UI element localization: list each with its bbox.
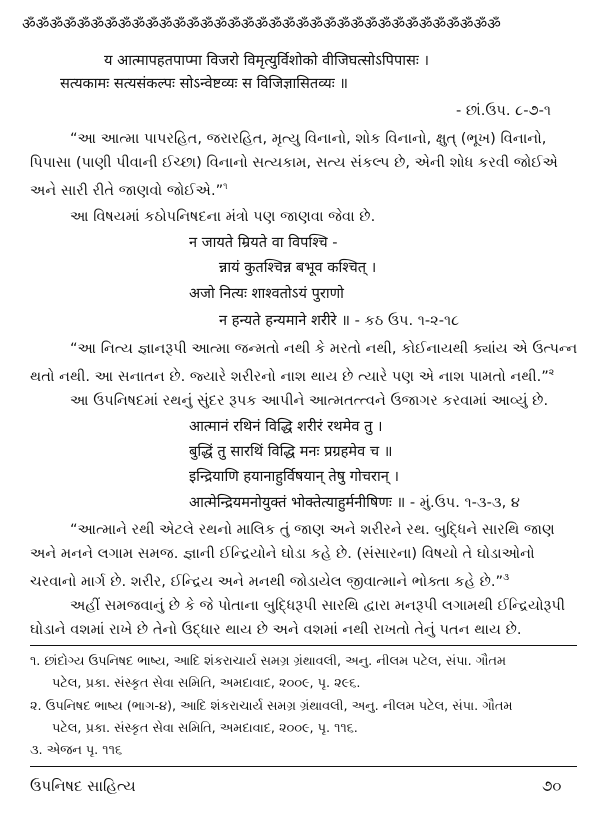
paragraph-6-line-2: ઘોડાને વશમાં રાખે છે તેનો ઉદ્ધાર થાય છે અને વશમાં નથી રાખતો તેનું પતન થાય છે. <box>30 621 522 638</box>
verse-1-line-1: न जायते म्रियते वा विपश्चि - <box>189 234 338 251</box>
verse-2-line-3: इन्द्रियाणि हयानाहुर्विषयान् तेषु गोचरान् । <box>189 468 400 485</box>
paragraph-5-line-2: અને મનને લગામ સમજ. જ્ઞાની ઈન્દ્રિયોને ઘોડા કહે છે. (સંસારના) વિષયો તે ઘોડાઓનો <box>30 545 535 562</box>
paragraph-5-line-3-text: ચરવાનો માર્ગ છે. શરીર, ઈન્દ્રિય અને મનથી જોડાયેલ જીવાત્માને ભોક્તા કહે છે.” <box>30 572 504 590</box>
page-number: ૭૦ <box>542 777 562 795</box>
footnote-2-line-2: પટેલ, પ્રકા. સંસ્કૃત સેવા સમિતિ, અમદાવાદ, ૨૦૦૯, પૃ. ૧૧૬. <box>52 721 358 736</box>
paragraph-4: આ ઉપનિષદમાં રથનું સુંદર રૂપક આપીને આત્મતત્ત્વને ઉજાગર કરવામાં આવ્યું છે. <box>70 392 549 409</box>
sanskrit-line-2: सत्यकामः सत्यसंकल्पः सोऽन्वेष्टव्यः स विजिज्ञासितव्यः ॥ <box>60 75 349 92</box>
verse-2-line-1: आत्मानं रथिनं विद्धि शरीरं रथमेव तु । <box>189 418 383 435</box>
paragraph-2: આ વિષયમાં કઠોપનિષદના મંત્રો પણ જાણવા જેવા છે. <box>70 208 376 225</box>
verse-1-line-3: अजो नित्यः शाश्वतोऽयं पुराणो <box>189 285 344 302</box>
book-title: ઉપનિષદ સાહિત્ય <box>30 777 136 795</box>
paragraph-1-line-2: પિપાસા (પાણી પીવાની ઈચ્છા) વિનાનો સત્યકામ, સત્ય સંકલ્પ છે, એની શોધ કરવી જોઈએ <box>30 154 558 171</box>
footnote-1-line-1: ૧. છાંદોગ્ય ઉપનિષદ ભાષ્ય, આદિ શંકરાચાર્ય સમગ્ર ગ્રંથાવલી, અનુ. નીલમ પટેલ, સંપા. ગૌતમ <box>30 654 506 669</box>
paragraph-1-line-1: “આ આત્મા પાપરહિત, જરારહિત, મૃત્યુ વિનાનો, શોક વિનાનો, ક્ષુત્ (ભૂખ) વિનાનો, <box>70 130 547 147</box>
paragraph-3-line-1: “આ નિત્ય જ્ઞાનરૂપી આત્મા જન્મતો નથી કે મરતો નથી, કોઈનાયથી ક્યાંય એ ઉત્પન્ન <box>70 340 578 357</box>
footnote-1-line-2: પટેલ, પ્રકા. સંસ્કૃત સેવા સમિતિ, અમદાવાદ, ૨૦૦૯, પૃ. ૨૯૬. <box>52 676 361 691</box>
footnote-2-line-1: ૨. ઉપનિષદ ભાષ્ય (ભાગ-૪), આદિ શંકરાચાર્ય સમગ્ર ગ્રંથાવલી, અનુ. નીલમ પટેલ, સંપા. ગૌતમ <box>30 699 513 714</box>
verse-1-line-2: न्नायं कुतश्चिन्न बभूव कश्चित् । <box>219 259 377 276</box>
paragraph-6-line-1: અહીં સમજવાનું છે કે જે પોતાના બુદ્ધિરૂપી સારથિ દ્વારા મનરૂપી લગામથી ઈન્દ્રિયોરૂપી <box>70 597 566 614</box>
sanskrit-line-1: य आत्मापहतपाप्मा विजरो विमृत्युर्विशोको वीजिघत्सोऽपिपासः । <box>104 52 430 69</box>
paragraph-1-line-3 <box>30 176 228 202</box>
footnote-3: ૩. એજન પૃ. ૧૧૬ <box>30 743 123 758</box>
footnote-ref-3: ૩ <box>503 573 510 583</box>
footnote-divider <box>30 645 577 646</box>
paragraph-5-line-3 <box>30 567 509 593</box>
footnote-ref-1: ૧ <box>223 182 228 192</box>
footer-divider <box>30 766 577 767</box>
paragraph-3-line-2 <box>30 362 554 388</box>
paragraph-5-line-1: “આત્માને રથી એટલે રથનો માલિક તું જાણ અને શરીરને રથ. બુદ્ધિને સારથિ જાણ <box>70 521 555 538</box>
paragraph-1-line-3-text: અને સારી રીતે જાણવો જોઈએ.” <box>30 181 224 199</box>
reference-chhandogya: - છાં.ઉપ. ૮-૭-૧ <box>456 102 552 119</box>
om-border: ॐॐॐॐॐॐॐॐॐॐॐॐॐॐॐॐॐॐॐॐॐॐॐॐॐॐॐॐॐॐॐॐॐॐॐ <box>22 15 501 33</box>
verse-2-line-2: बुद्धिं तु सारथिं विद्धि मनः प्रग्रहमेव च ॥ <box>189 443 393 460</box>
footnote-ref-2: ૨ <box>548 368 555 378</box>
verse-1-line-4: न हन्यते हन्यमाने शरीरे ॥ - કઠ ઉપ. ૧-૨-૧૮ <box>219 312 460 329</box>
verse-2-line-4: आत्मेन्द्रियमनोयुक्तं भोक्तेत्याहुर्मनीषिणः ॥ - મું.ઉપ. ૧-૩-૩, ૪ <box>189 494 520 511</box>
paragraph-3-line-2-text: થતો નથી. આ સનાતન છે. જ્યારે શરીરનો નાશ થાય છે ત્યારે પણ એ નાશ પામતો નથી.” <box>30 367 549 385</box>
